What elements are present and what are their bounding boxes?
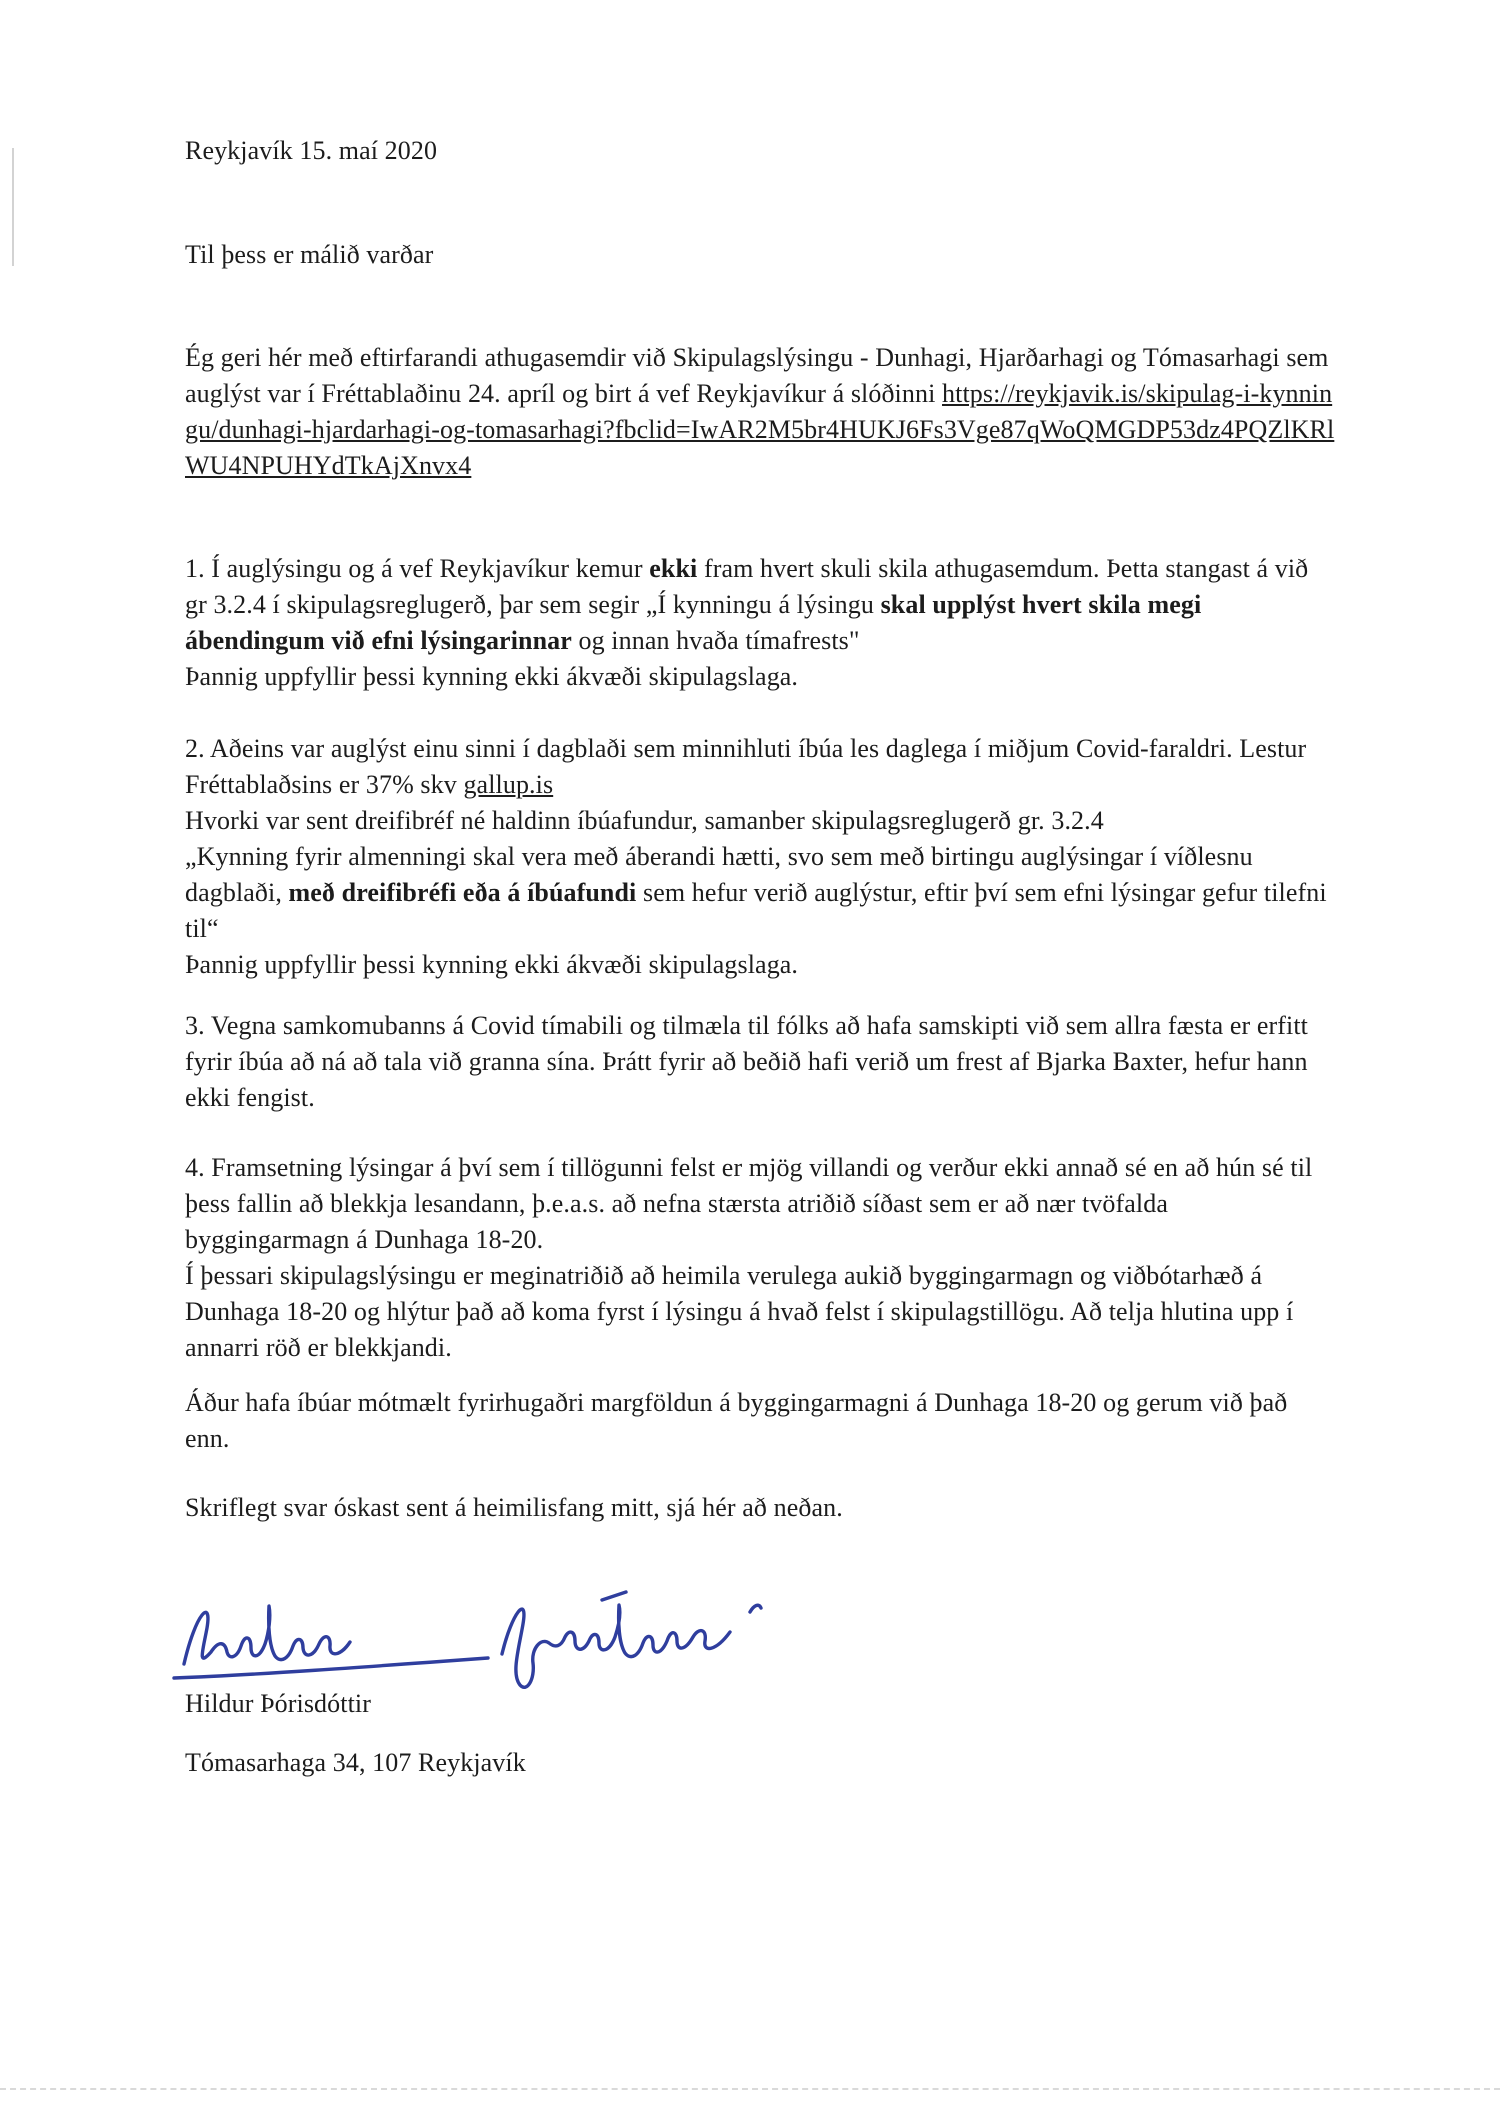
skipulag-url-link[interactable]: https://reykjavik.is/skipulag-i-kynningu/dunhagi-hjardarhagi-og-tomasarhagi?fbclid=IwAR2M5br4HUKJ6Fs3Vge87qWoQMGDP53dz4PQZlKRlWU4NPUHYdTkAjXnvx4 — [185, 379, 1335, 480]
scan-artifact-bottom-line — [0, 2088, 1500, 2090]
signature-stroke-surname — [502, 1605, 730, 1687]
signature-ink-svg — [170, 1572, 830, 1697]
closing-statement: Áður hafa íbúar mótmælt fyrirhugaðri margföldun á byggingarmagni á Dunhaga 18-20 og gerum við það enn. — [185, 1388, 1288, 1453]
signature-stroke-firstname — [184, 1606, 350, 1664]
salutation: Til þess er málið varðar — [185, 240, 434, 269]
reply-request: Skriflegt svar óskast sent á heimilisfang mitt, sjá hér að neðan. — [185, 1493, 843, 1522]
text-segment: Hvorki var sent dreifibréf né haldinn íbúafundur, samanber skipulagsreglugerð gr. 3.2.4 — [185, 806, 1104, 835]
bold-segment: með dreifibréfi eða á íbúafundi — [288, 878, 637, 907]
bold-segment: skal upplýst hvert skila megi ábendingum við efni lýsingarinnar — [185, 590, 1202, 655]
gallup-link[interactable]: gallup.is — [463, 770, 554, 799]
signature-stroke-flick — [750, 1605, 761, 1612]
handwritten-signature — [170, 1572, 830, 1697]
text-segment: sem hefur verið auglýstur, eftir því sem efni lýsingar gefur tilefni til“ — [185, 878, 1327, 943]
intro-text: Ég geri hér með eftirfarandi athugasemdir við Skipulagslýsingu - Dunhagi, Hjarðarhagi og Tómasarhagi sem auglýst var í Fréttablaðinu 24. apríl og birt á vef Reykjavíkur á slóðinni — [185, 343, 1329, 408]
date-line: Reykjavík 15. maí 2020 — [185, 136, 438, 165]
text-segment: 1. Í auglýsingu og á vef Reykjavíkur kemur — [185, 554, 650, 583]
sender-address: Tómasarhaga 34, 107 Reykjavík — [185, 1748, 526, 1777]
text-segment: og innan hvaða tímafrests" — [571, 626, 860, 655]
item-4-paragraph — [185, 1150, 1335, 1366]
text-segment: Þannig uppfyllir þessi kynning ekki ákvæði skipulagslaga. — [185, 662, 799, 691]
item-2-paragraph — [185, 731, 1335, 983]
sender-name: Hildur Þórisdóttir — [185, 1689, 371, 1718]
item-1-paragraph — [185, 551, 1335, 695]
signature-stroke-underline — [174, 1658, 488, 1678]
text-segment: fram hvert skuli skila athugasemdum. Þetta stangast á við gr 3.2.4 í skipulagsreglugerð, þar sem segir „Í kynningu á lýsingu — [185, 554, 1309, 619]
item-3-paragraph: 3. Vegna samkomubanns á Covid tímabili og tilmæla til fólks að hafa samskipti við sem allra fæsta er erfitt fyrir íbúa að ná að tala við granna sína. Þrátt fyrir að beðið hafi verið um frest af Bjarka Baxter, hefur hann ekki fengist. — [185, 1011, 1308, 1112]
scan-artifact-left-edge — [12, 148, 14, 266]
bold-segment: ekki — [649, 554, 698, 583]
intro-paragraph — [185, 340, 1335, 484]
text-segment: Í þessari skipulagslýsingu er meginatriðið að heimila verulega aukið byggingarmagn og viðbótarhæð á Dunhaga 18-20 og hlýtur það að koma fyrst í lýsingu á hvað felst í skipulagstillögu. Að telja hlutina upp í annarri röð er blekkjandi. — [185, 1261, 1294, 1362]
text-segment: Þannig uppfyllir þessi kynning ekki ákvæði skipulagslaga. — [185, 950, 799, 979]
signature-stroke-tcross — [602, 1592, 626, 1600]
text-segment: „Kynning fyrir almenningi skal vera með áberandi hætti, svo sem með birtingu auglýsingar í víðlesnu dagblaði, — [185, 842, 1253, 907]
text-segment: 4. Framsetning lýsingar á því sem í tillögunni felst er mjög villandi og verður ekki annað sé en að hún sé til þess fallin að blekkja lesandann, þ.e.a.s. að nefna stærsta atriðið síðast sem er að nær tvöfalda byggingarmagn á Dunhaga 18-20. — [185, 1153, 1313, 1254]
text-segment: 2. Aðeins var auglýst einu sinni í dagblaði sem minnihluti íbúa les daglega í miðjum Covid-faraldri. Lestur Fréttablaðsins er 37% skv — [185, 734, 1307, 799]
